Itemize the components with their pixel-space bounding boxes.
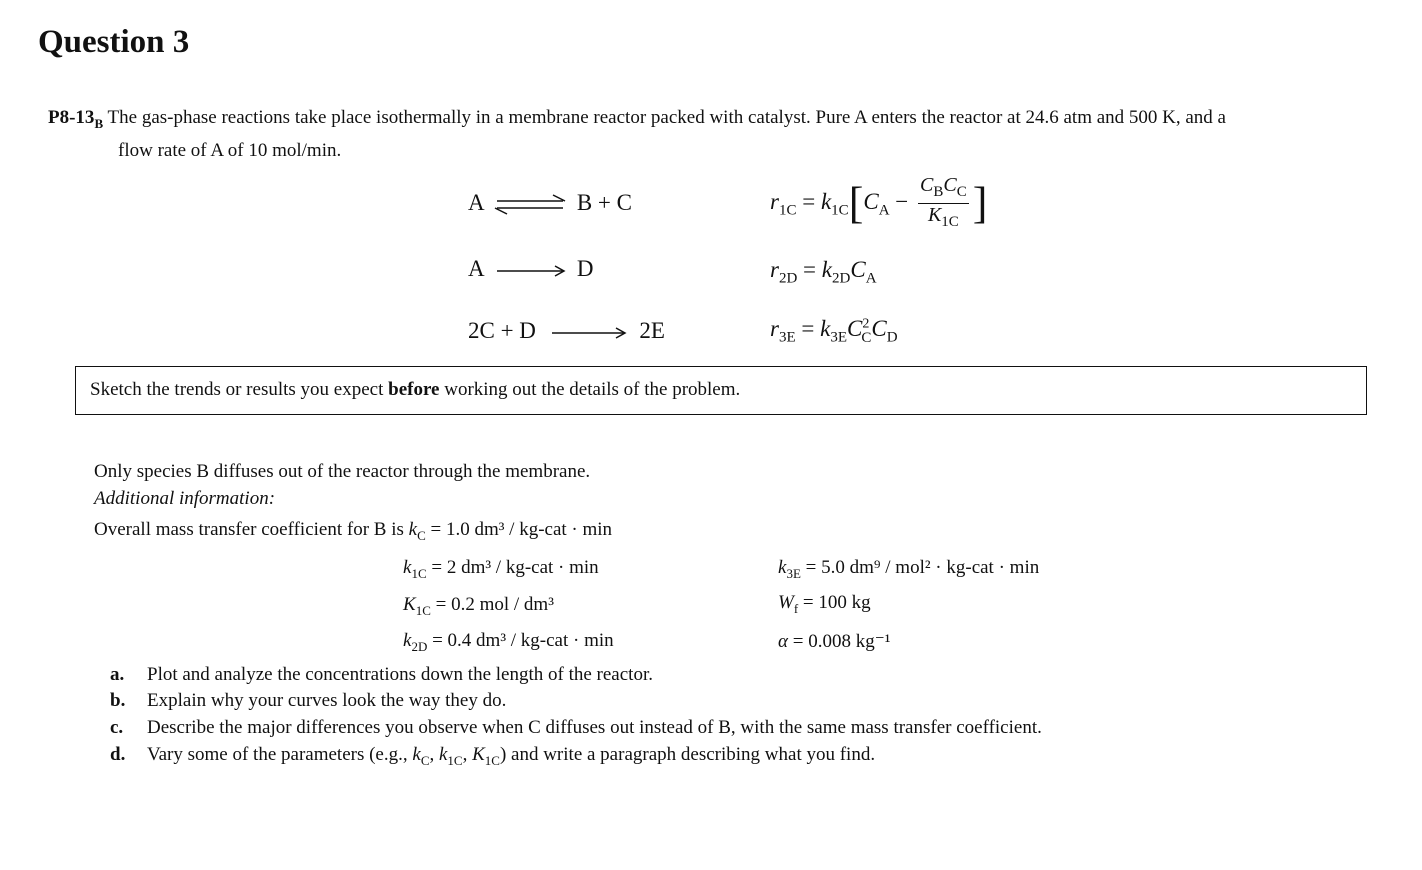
reaction-1 (468, 190, 632, 216)
forward-arrow-icon (489, 263, 571, 279)
param-alpha: α = 0.008 kg⁻¹ (778, 631, 891, 652)
reaction-3-reactants: 2C + D (468, 318, 536, 343)
additional-info-label: Additional information: (94, 488, 276, 509)
param-k1c: $k_{1C} = 2$ dm³ / kg-cat · min (403, 557, 599, 581)
statement-line-2: flow rate of A of 10 mol/min. (118, 139, 342, 161)
reaction-2-reactants: A (468, 256, 484, 281)
problem-statement (48, 104, 1388, 164)
reaction-1-reactants: A (468, 190, 484, 215)
problem-id: $P8-13_B$ (48, 107, 104, 131)
sketch-instruction-box: Sketch the trends or results you expect before working out the details of the problem. (75, 366, 1367, 415)
forward-arrow-icon (542, 325, 634, 341)
reaction-1-products: B + C (576, 190, 632, 215)
reaction-2 (468, 256, 593, 282)
reaction-3 (468, 318, 665, 344)
rate-law-2: $r_{2D} = k_{2D}C_A$ (770, 257, 877, 287)
reaction-3-products: 2E (639, 318, 665, 343)
param-k2d: $k_{2D} = 0.4$ dm³ / kg-cat · min (403, 630, 614, 654)
question-d: d. Vary some of the parameters (e.g., $k_C$, $k_{1C}$, $K_{1C}$) and write a paragraph describing what you find. (110, 744, 876, 768)
param-K1c: $K_{1C} = 0.2$ mol / dm³ (403, 594, 554, 618)
param-wf: $W_f = 100$ kg (778, 592, 871, 616)
rate-law-3: $r_{3E} = k_{3E}C^2_CC_D$ (770, 316, 898, 346)
rate-law-1: $r_{1C} = k_{1C}[C_A$ − $\frac{C_BC_C}{K_{1C}}$ ] (770, 174, 988, 230)
param-k3e: $k_{3E} = 5.0$ dm⁹ / mol² · kg-cat · min (778, 557, 1040, 581)
mass-transfer-line: Overall mass transfer coefficient for B is $k_C = 1.0$ dm³ / kg-cat · min (94, 519, 613, 543)
statement-line-1: The gas-phase reactions take place isothermally in a membrane reactor packed with catalyst. Pure A enters the reactor at 24.6 atm and 500 K, and a (107, 107, 1226, 128)
question-a: a. Plot and analyze the concentrations down the length of the reactor. (110, 664, 653, 685)
question-c: c. Describe the major differences you observe when C diffuses out instead of B, with the same mass transfer coefficient. (110, 717, 1042, 738)
reaction-2-products: D (576, 256, 594, 281)
diffusion-note: Only species B diffuses out of the reactor through the membrane. (94, 461, 591, 482)
equilibrium-arrow-icon (489, 194, 571, 216)
question-title: Question 3 (38, 24, 190, 60)
question-b: b. Explain why your curves look the way they do. (110, 690, 507, 711)
